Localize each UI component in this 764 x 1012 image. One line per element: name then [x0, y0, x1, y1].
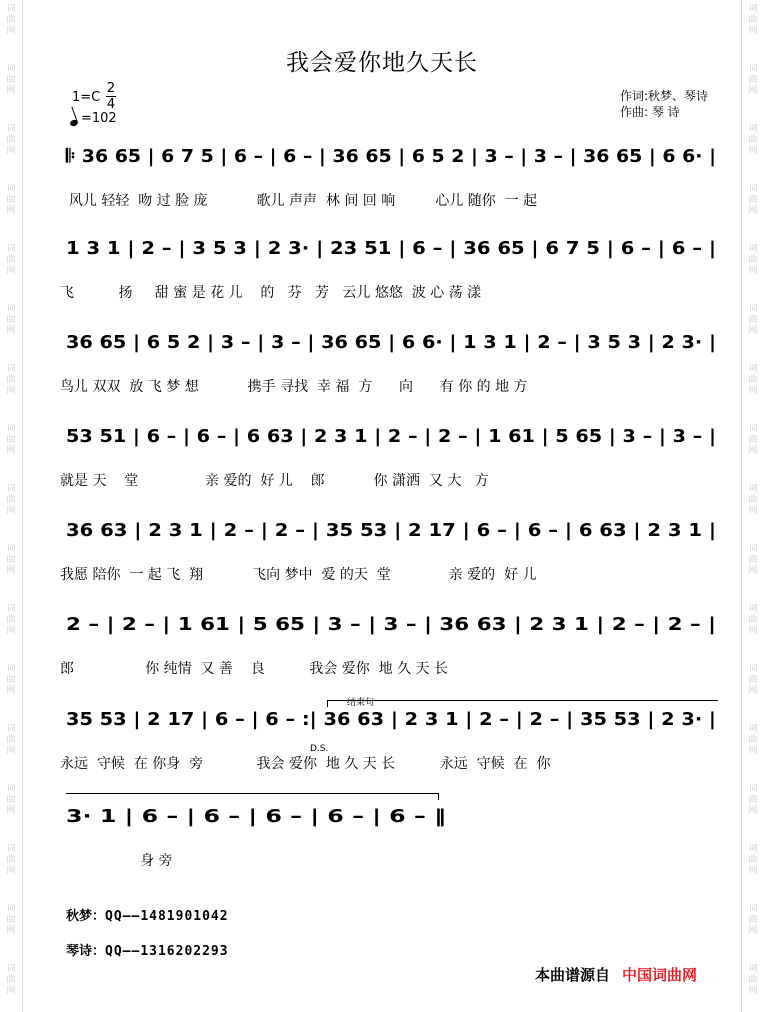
- watermark-text: 词 曲 网: [6, 4, 16, 36]
- contact-number: QQ——1481901042: [105, 909, 229, 924]
- time-signature-top: 2: [106, 81, 116, 96]
- notation-text: 3· 1 | 6 – | 6 – | 6 – | 6 – | 6 – ‖: [66, 806, 447, 827]
- ending-label: 结束句: [347, 698, 375, 708]
- watermark-text: 词 曲 网: [748, 664, 758, 696]
- source-label: 本曲谱源自: [535, 966, 611, 984]
- watermark-text: 词 曲 网: [748, 124, 758, 156]
- watermark-text: 词 曲 网: [6, 724, 16, 756]
- composer-credit: 作曲: 琴 诗: [620, 105, 680, 119]
- notation-text: 36 63 | 2 3 1 | 2 – | 2 – | 35 53 | 2 17 | 6 – | 6 – | 6 63 | 2 3 1 |: [66, 520, 716, 541]
- watermark-text: 词 曲 网: [748, 424, 758, 456]
- contact-qiumeng: [66, 905, 229, 924]
- watermark-text: 词 曲 网: [748, 724, 758, 756]
- lyrics-line: 就是 天 堂 亲 爱的 好 儿 郎 你 潇洒 又 大 方: [60, 473, 489, 489]
- watermark-text: 词 曲 网: [748, 64, 758, 96]
- watermark-text: 词 曲 网: [748, 844, 758, 876]
- ds-label: D.S.: [310, 744, 329, 754]
- tempo-marking: [70, 110, 117, 126]
- lyrics-line: 永远 守候 在 你身 旁 我会 爱你 地 久 天 长 永远 守候 在 你: [60, 756, 551, 772]
- watermark-text: 词 曲 网: [6, 904, 16, 936]
- score-row: [60, 608, 720, 708]
- score-row: [60, 232, 720, 332]
- right-watermark-strip: [741, 0, 764, 1012]
- lyrics-line: 身 旁: [60, 853, 173, 869]
- watermark-text: 词 曲 网: [748, 784, 758, 816]
- watermark-text: 词 曲 网: [6, 844, 16, 876]
- lyrics-line: 我愿 陪你 一 起 飞 翔 飞向 梦中 爱 的天 堂 亲 爱的 好 儿: [60, 567, 537, 583]
- contact-number: QQ——1316202293: [105, 944, 229, 959]
- watermark-text: 词 曲 网: [6, 484, 16, 516]
- watermark-text: 词 曲 网: [748, 904, 758, 936]
- time-signature: [106, 81, 116, 112]
- watermark-text: 词 曲 网: [6, 784, 16, 816]
- watermark-text: 词 曲 网: [748, 604, 758, 636]
- watermark-text: 词 曲 网: [6, 304, 16, 336]
- lyrics-line: 郎 你 纯情 又 善 良 我会 爱你 地 久 天 长: [60, 661, 449, 677]
- notation-text: 2 – | 2 – | 1 61 | 5 65 | 3 – | 3 – | 36 63 | 2 3 1 | 2 – | 2 – |: [66, 614, 716, 635]
- lyricist-credit: 作词:秋梦、琴诗: [620, 89, 709, 103]
- key-signature: 1=C: [72, 90, 101, 105]
- score-row: [60, 140, 720, 240]
- time-signature-bottom: 4: [106, 97, 116, 112]
- ending-bracket-continued: [66, 793, 439, 800]
- contact-name: 秋梦：: [66, 909, 106, 924]
- lyrics-line: 鸟儿 双双 放 飞 梦 想 携手 寻找 幸 福 方 向 有 你 的 地 方: [60, 379, 528, 395]
- notation-text: 𝄆 36 65 | 6 7 5 | 6 – | 6 – | 36 65 | 6 5 2 | 3 – | 3 – | 36 65 | 6 6· |: [64, 146, 717, 167]
- left-watermark-strip: [0, 0, 23, 1012]
- score-row: [60, 326, 720, 426]
- watermark-text: 词 曲 网: [6, 664, 16, 696]
- score-row: [60, 514, 720, 614]
- watermark-text: 词 曲 网: [748, 964, 758, 996]
- score-row: [60, 703, 720, 803]
- watermark-text: 词 曲 网: [6, 604, 16, 636]
- quarter-note-icon: [69, 119, 79, 127]
- score-row: [60, 800, 720, 900]
- watermark-text: 词 曲 网: [748, 4, 758, 36]
- watermark-text: 词 曲 网: [748, 184, 758, 216]
- watermark-text: 词 曲 网: [748, 484, 758, 516]
- watermark-text: 词 曲 网: [6, 424, 16, 456]
- song-title: 我会爱你地久天长: [286, 50, 478, 76]
- lyrics-line: 风儿 轻轻 吻 过 脸 庞 歌儿 声声 林 间 回 响 心儿 随你 一 起: [60, 193, 538, 209]
- ending-bracket: [327, 700, 718, 707]
- notation-text: 36 65 | 6 5 2 | 3 – | 3 – | 36 65 | 6 6· | 1 3 1 | 2 – | 3 5 3 | 2 3· |: [66, 332, 716, 353]
- contact-qinshi: [66, 940, 229, 959]
- watermark-text: 词 曲 网: [6, 364, 16, 396]
- watermark-text: 词 曲 网: [6, 124, 16, 156]
- notation-text: 35 53 | 2 17 | 6 – | 6 – :| 36 63 | 2 3 1 | 2 – | 2 – | 35 53 | 2 3· |: [66, 709, 716, 730]
- credits: [620, 88, 708, 120]
- score-row: [60, 420, 720, 520]
- watermark-text: 词 曲 网: [748, 304, 758, 336]
- notation-text: 53 51 | 6 – | 6 – | 6 63 | 2 3 1 | 2 – | 2 – | 1 61 | 5 65 | 3 – | 3 – |: [66, 426, 716, 447]
- watermark-text: 词 曲 网: [6, 244, 16, 276]
- watermark-text: 词 曲 网: [6, 64, 16, 96]
- watermark-text: 词 曲 网: [748, 544, 758, 576]
- watermark-text: 词 曲 网: [6, 184, 16, 216]
- contact-name: 琴诗：: [66, 944, 106, 959]
- watermark-text: 词 曲 网: [6, 544, 16, 576]
- source-credit: [535, 964, 697, 985]
- watermark-text: 词 曲 网: [6, 964, 16, 996]
- source-site-link[interactable]: 中国词曲网: [622, 966, 698, 984]
- lyrics-line: 飞 扬 甜 蜜 是 花 儿 的 芬 芳 云儿 悠悠 波 心 荡 漾: [60, 285, 482, 301]
- tempo-value: =102: [81, 110, 117, 126]
- watermark-text: 词 曲 网: [748, 364, 758, 396]
- notation-text: 1 3 1 | 2 – | 3 5 3 | 2 3· | 23 51 | 6 – | 36 65 | 6 7 5 | 6 – | 6 – |: [66, 238, 716, 259]
- watermark-text: 词 曲 网: [748, 244, 758, 276]
